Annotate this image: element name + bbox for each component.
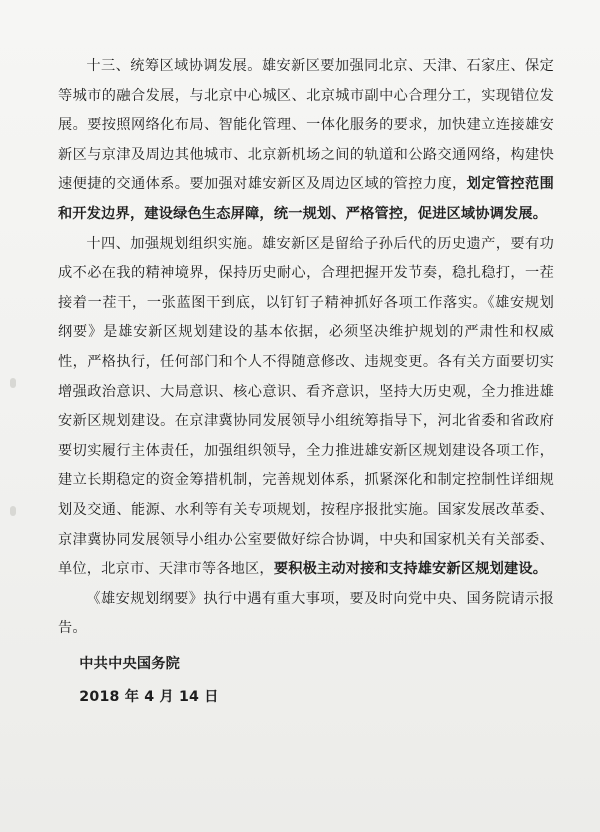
paragraph-report: 《雄安规划纲要》执行中遇有重大事项，要及时向党中央、国务院请示报告。 xyxy=(58,590,554,637)
document-date: 2018 年 4 月 14 日 xyxy=(79,689,219,706)
section-13-emphasis: 划定管控范围和开发边界，建设绿色生态屏障，统一规划、严格管控，促进区域协调发展。 xyxy=(58,176,554,222)
binding-hole-mark xyxy=(10,506,16,516)
document-body xyxy=(58,52,554,713)
section-14-text: 十四、加强规划组织实施。雄安新区是留给子孙后代的历史遗产，要有功成不必在我的精神境界，保持历史耐心，合理把握开发节奏，稳扎稳打，一茬接着一茬干，一张蓝图干到底，以钉钉子精神抓好各项工作落实。《雄安规划纲要》是雄安新区规划建设的基本依据，必须坚决维护规划的严肃性和权威性，严格执行，任何部门和个人不得随意修改、违规变更。各有关方面要切实增强政治意识、大局意识、核心意识、看齐意识，坚持大历史观，全力推进雄安新区规划建设。在京津冀协同发展领导小组统筹指导下，河北省委和省政府要切实履行主体责任，加强组织领导，全力推进雄安新区规划建设各项工作，建立长期稳定的资金筹措机制，完善规划体系，抓紧深化和制定控制性详细规划及交通、能源、水利等有关专项规划，按程序报批实施。国家发展改革委、京津冀协同发展领导小组办公室要做好综合协调，中央和国家机关有关部委、单位，北京市、天津市等各地区， xyxy=(58,235,554,578)
binding-hole-mark xyxy=(10,378,16,388)
section-13-text: 十三、统筹区域协调发展。雄安新区要加强同北京、天津、石家庄、保定等城市的融合发展，与北京中心城区、北京城市副中心合理分工，实现错位发展。要按照网络化布局、智能化管理、一体化服务的要求，加快建立连接雄安新区与京津及周边其他城市、北京新机场之间的轨道和公路交通网络，构建快速便捷的交通体系。要加强对雄安新区及周边区域的管控力度， xyxy=(58,58,554,193)
signature: 中共中央国务院 xyxy=(79,655,181,672)
paragraph-section-14 xyxy=(58,230,554,585)
section-14-emphasis: 要积极主动对接和支持雄安新区规划建设。 xyxy=(273,561,548,578)
paragraph-section-13 xyxy=(58,52,554,230)
